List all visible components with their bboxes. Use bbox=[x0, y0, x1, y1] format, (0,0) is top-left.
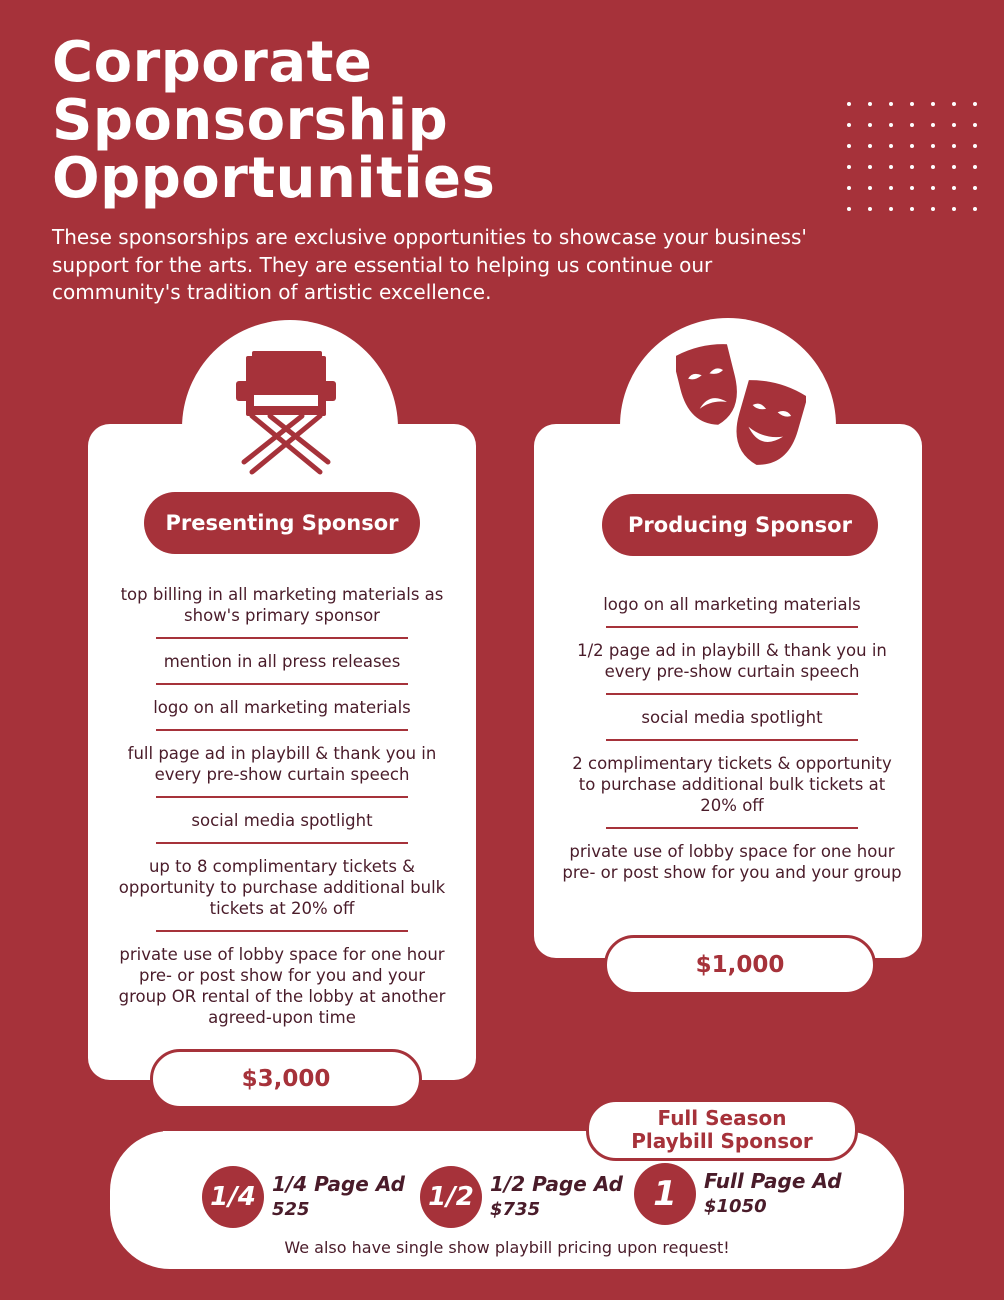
decorative-dot bbox=[847, 186, 851, 190]
benefit-item: private use of lobby space for one hour pre- or post show for you and your group bbox=[562, 842, 902, 882]
decorative-dot bbox=[889, 207, 893, 211]
title-line: Sponsorship bbox=[52, 88, 449, 153]
decorative-dot bbox=[931, 186, 935, 190]
decorative-dot bbox=[847, 144, 851, 148]
decorative-dot bbox=[847, 207, 851, 211]
benefit-divider bbox=[156, 796, 408, 798]
decorative-dot bbox=[868, 123, 872, 127]
decorative-dot bbox=[973, 165, 977, 169]
decorative-dot bbox=[952, 102, 956, 106]
benefit-item: logo on all marketing materials bbox=[153, 698, 411, 717]
decorative-dot bbox=[868, 207, 872, 211]
decorative-dot bbox=[889, 102, 893, 106]
benefit-item: up to 8 complimentary tickets & opportunity to purchase additional bulk tickets at 20% off bbox=[118, 857, 446, 918]
ad-price: 525 bbox=[272, 1199, 310, 1220]
ad-price: $1050 bbox=[704, 1196, 767, 1217]
full-badge: 1 bbox=[634, 1163, 696, 1225]
decorative-dot bbox=[973, 144, 977, 148]
decorative-dot bbox=[973, 123, 977, 127]
decorative-dot bbox=[910, 123, 914, 127]
ad-option-half bbox=[420, 1166, 623, 1228]
benefit-divider bbox=[156, 930, 408, 932]
benefit-item: social media spotlight bbox=[191, 811, 373, 830]
full-season-playbill-label bbox=[586, 1099, 858, 1161]
intro-text: These sponsorships are exclusive opportunities to showcase your business' support for the arts. They are essential to helping us continue our community's tradition of artistic excellence. bbox=[52, 225, 807, 304]
ad-title: 1/2 Page Ad bbox=[490, 1172, 623, 1196]
producing-price: $1,000 bbox=[604, 935, 876, 995]
ad-price: $735 bbox=[490, 1199, 541, 1220]
decorative-dot bbox=[889, 165, 893, 169]
benefit-item: 1/2 page ad in playbill & thank you in every pre-show curtain speech bbox=[577, 641, 887, 681]
decorative-dot bbox=[889, 186, 893, 190]
benefit-divider bbox=[156, 637, 408, 639]
decorative-dot bbox=[868, 165, 872, 169]
decorative-dot bbox=[868, 144, 872, 148]
decorative-dot bbox=[952, 123, 956, 127]
decorative-dot bbox=[889, 123, 893, 127]
playbill-title-line: Full Season bbox=[657, 1106, 787, 1130]
benefit-item: mention in all press releases bbox=[163, 652, 401, 671]
decorative-dot bbox=[931, 207, 935, 211]
playbill-note: We also have single show playbill pricing upon request! bbox=[284, 1238, 730, 1257]
decorative-dot bbox=[847, 102, 851, 106]
directors-chair-icon bbox=[232, 348, 338, 476]
presenting-sponsor-label: Presenting Sponsor bbox=[144, 492, 420, 554]
decorative-dot bbox=[931, 123, 935, 127]
benefit-divider bbox=[156, 842, 408, 844]
ad-option-quarter bbox=[202, 1166, 405, 1228]
benefit-item: top billing in all marketing materials as show's primary sponsor bbox=[120, 585, 444, 625]
decorative-dot bbox=[952, 186, 956, 190]
benefit-divider bbox=[606, 626, 858, 628]
decorative-dot bbox=[952, 144, 956, 148]
ad-title: 1/4 Page Ad bbox=[272, 1172, 405, 1196]
half-badge: 1/2 bbox=[420, 1166, 482, 1228]
decorative-dot bbox=[910, 102, 914, 106]
decorative-dot bbox=[931, 144, 935, 148]
decorative-dot bbox=[952, 165, 956, 169]
ad-option-full bbox=[634, 1163, 842, 1225]
decorative-dot-grid bbox=[838, 93, 988, 233]
title-line: Opportunities bbox=[52, 146, 496, 211]
decorative-dot bbox=[973, 207, 977, 211]
page-title bbox=[52, 30, 496, 211]
benefit-item: private use of lobby space for one hour pre- or post show for you and your group OR rental of the lobby at another agreed-upon time bbox=[118, 945, 446, 1027]
decorative-dot bbox=[973, 186, 977, 190]
title-line: Corporate bbox=[52, 30, 373, 95]
benefit-divider bbox=[606, 827, 858, 829]
benefit-divider bbox=[156, 683, 408, 685]
benefit-divider bbox=[606, 693, 858, 695]
decorative-dot bbox=[847, 123, 851, 127]
playbill-title-line: Playbill Sponsor bbox=[631, 1129, 813, 1153]
decorative-dot bbox=[931, 102, 935, 106]
decorative-dot bbox=[952, 207, 956, 211]
benefit-item: 2 complimentary tickets & opportunity to purchase additional bulk tickets at 20% off bbox=[572, 754, 892, 815]
decorative-dot bbox=[847, 165, 851, 169]
presenting-benefits-list bbox=[116, 584, 448, 1028]
benefit-item: full page ad in playbill & thank you in every pre-show curtain speech bbox=[127, 744, 437, 784]
decorative-dot bbox=[910, 144, 914, 148]
presenting-price: $3,000 bbox=[150, 1049, 422, 1109]
decorative-dot bbox=[931, 165, 935, 169]
decorative-dot bbox=[868, 186, 872, 190]
decorative-dot bbox=[868, 102, 872, 106]
decorative-dot bbox=[910, 207, 914, 211]
ad-title: Full Page Ad bbox=[704, 1169, 842, 1193]
quarter-badge: 1/4 bbox=[202, 1166, 264, 1228]
producing-benefits-list bbox=[562, 594, 902, 883]
decorative-dot bbox=[889, 144, 893, 148]
theater-masks-icon bbox=[676, 344, 806, 468]
decorative-dot bbox=[973, 102, 977, 106]
decorative-dot bbox=[910, 165, 914, 169]
benefit-item: social media spotlight bbox=[641, 708, 823, 727]
benefit-divider bbox=[606, 739, 858, 741]
benefit-item: logo on all marketing materials bbox=[603, 595, 861, 614]
playbill-panel-tab bbox=[163, 1131, 273, 1171]
benefit-divider bbox=[156, 729, 408, 731]
producing-sponsor-label: Producing Sponsor bbox=[602, 494, 878, 556]
decorative-dot bbox=[910, 186, 914, 190]
